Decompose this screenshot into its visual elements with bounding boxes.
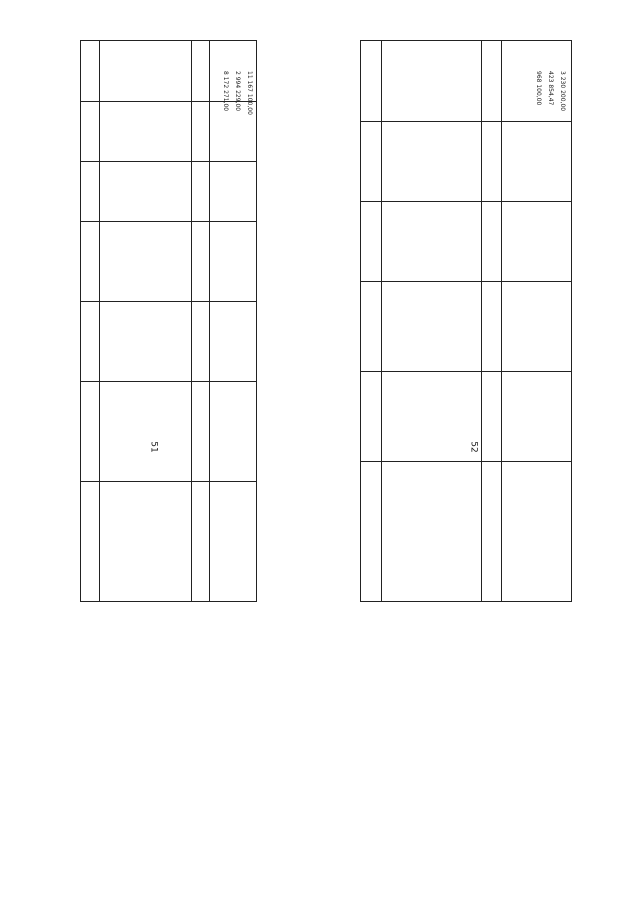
table-row: [361, 371, 571, 372]
table-row: [361, 461, 571, 462]
total-value: 3 230 200,00: [559, 71, 566, 112]
table-row: [81, 161, 256, 162]
total-value: 8 172 271,00: [222, 71, 229, 112]
total-value: 2 994 229,00: [234, 71, 241, 112]
table-row: [81, 381, 256, 382]
column-divider: [191, 41, 192, 601]
total-value: 423 854,47: [547, 71, 554, 106]
page-number: 52: [468, 441, 479, 453]
column-divider: [99, 41, 100, 601]
total-value: 11 167 100,00: [246, 71, 253, 115]
page-number: 51: [148, 441, 159, 453]
total-value: 968 100,00: [535, 71, 542, 106]
table-row: [81, 101, 256, 102]
column-divider: [481, 41, 482, 601]
budget-table: [80, 40, 257, 602]
table-row: [361, 281, 571, 282]
column-divider: [381, 41, 382, 601]
column-divider: [209, 41, 210, 601]
column-divider: [501, 41, 502, 601]
table-row: [81, 481, 256, 482]
table-row: [81, 221, 256, 222]
table-row: [361, 121, 571, 122]
page-52: [320, 0, 640, 905]
table-row: [361, 201, 571, 202]
table-row: [81, 301, 256, 302]
budget-table: [360, 40, 572, 602]
